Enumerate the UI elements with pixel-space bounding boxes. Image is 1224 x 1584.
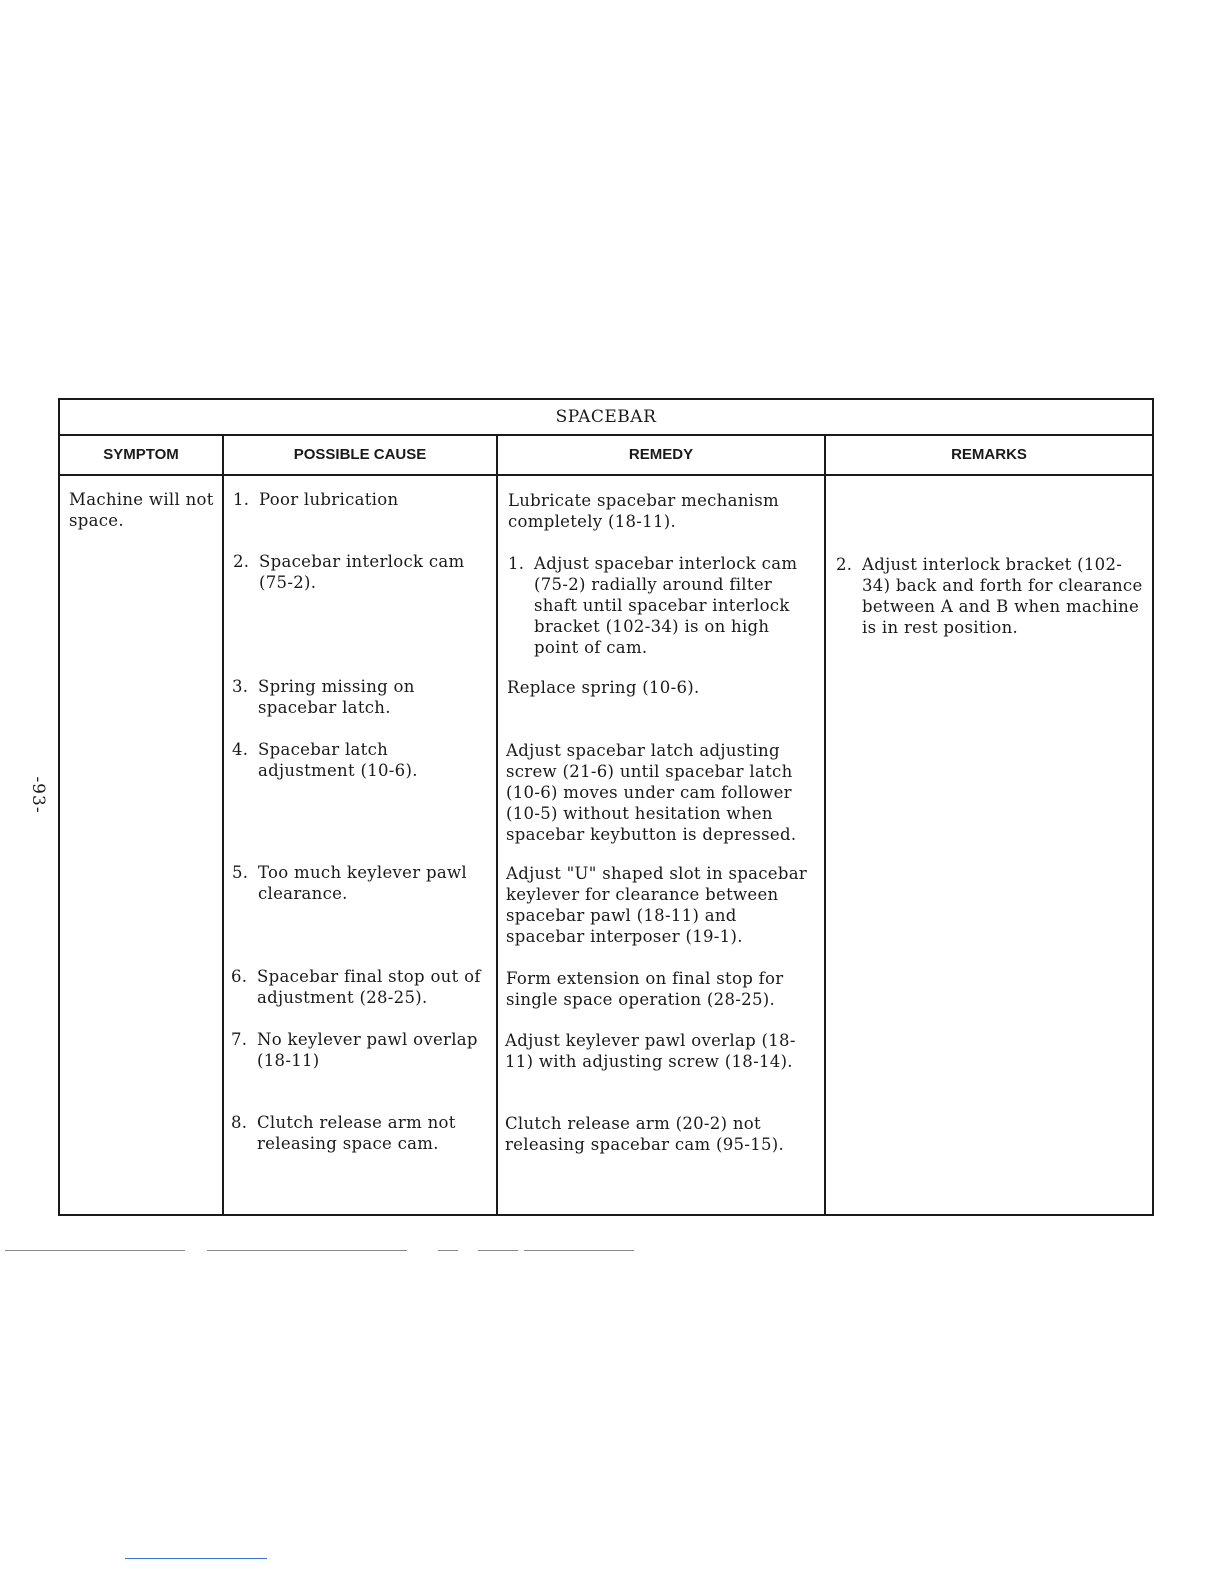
cause-text: Clutch release arm not releasing space cam. <box>257 1113 456 1153</box>
scan-line <box>438 1250 458 1251</box>
cause-number: 8. <box>231 1113 248 1132</box>
cause-text: Spacebar final stop out of adjustment (28-25). <box>257 967 481 1007</box>
remedy-text: Lubricate spacebar mechanism completely (18-11). <box>508 491 779 531</box>
header-possible-cause: POSSIBLE CAUSE <box>293 446 427 463</box>
table-title: SPACEBAR <box>60 400 1152 436</box>
header-remedy: REMEDY <box>628 446 694 463</box>
header-remarks: REMARKS <box>951 446 1027 463</box>
remedy-text: Adjust "U" shaped slot in spacebar keylever for clearance between spacebar pawl (18-11) and spacebar interposer (19-1). <box>506 864 808 946</box>
remedy-text: Replace spring (10-6). <box>507 678 700 697</box>
remedy-text: Form extension on final stop for single space operation (28-25). <box>506 969 784 1009</box>
table-body <box>60 476 1152 1214</box>
page-number: -93- <box>28 776 48 814</box>
cause-item <box>231 1112 489 1154</box>
cause-item <box>233 551 491 593</box>
cause-text: No keylever pawl overlap (18-11) <box>257 1030 478 1070</box>
cause-item <box>231 1029 489 1071</box>
cause-text: Too much keylever pawl clearance. <box>258 863 467 903</box>
troubleshooting-table <box>58 398 1154 1216</box>
scan-line-blue <box>125 1558 267 1559</box>
cause-item <box>232 739 490 781</box>
remedy-text: Adjust spacebar latch adjusting screw (21-6) until spacebar latch (10-6) moves under cam follower (10-5) without hesitation when spacebar keybutton is depressed. <box>506 741 797 844</box>
remarks-text: Adjust interlock bracket (102-34) back and forth for clearance between A and B when machine is in rest position. <box>862 555 1143 637</box>
cause-number: 3. <box>232 677 249 696</box>
cause-item <box>232 676 490 718</box>
cause-text: Spacebar latch adjustment (10-6). <box>258 740 418 780</box>
remedy-text: Adjust keylever pawl overlap (18-11) with adjusting screw (18-14). <box>505 1031 796 1071</box>
remedy-number: 1. <box>508 554 525 573</box>
cause-number: 5. <box>232 863 249 882</box>
scan-line <box>524 1250 634 1251</box>
remarks-item <box>836 554 1146 638</box>
cause-number: 1. <box>233 490 250 509</box>
cause-text: Poor lubrication <box>259 490 399 509</box>
header-symptom: SYMPTOM <box>103 446 179 463</box>
cause-number: 7. <box>231 1030 248 1049</box>
remarks-number: 2. <box>836 555 853 574</box>
remedy-text: Adjust spacebar interlock cam (75-2) radially around filter shaft until spacebar interlock bracket (102-34) is on high point of cam. <box>534 554 798 657</box>
cause-number: 6. <box>231 967 248 986</box>
remedy-item <box>508 553 818 658</box>
scan-line <box>5 1250 185 1251</box>
cause-item <box>233 489 491 510</box>
cause-number: 4. <box>232 740 249 759</box>
cause-text: Spacebar interlock cam (75-2). <box>259 552 465 592</box>
cause-item <box>231 966 489 1008</box>
scan-line <box>207 1250 407 1251</box>
cause-number: 2. <box>233 552 250 571</box>
scan-line <box>478 1250 518 1251</box>
cause-item <box>232 862 490 904</box>
cause-text: Spring missing on spacebar latch. <box>258 677 415 717</box>
remedy-text: Clutch release arm (20-2) not releasing spacebar cam (95-15). <box>505 1114 785 1154</box>
symptom-text: Machine will not space. <box>69 490 214 530</box>
